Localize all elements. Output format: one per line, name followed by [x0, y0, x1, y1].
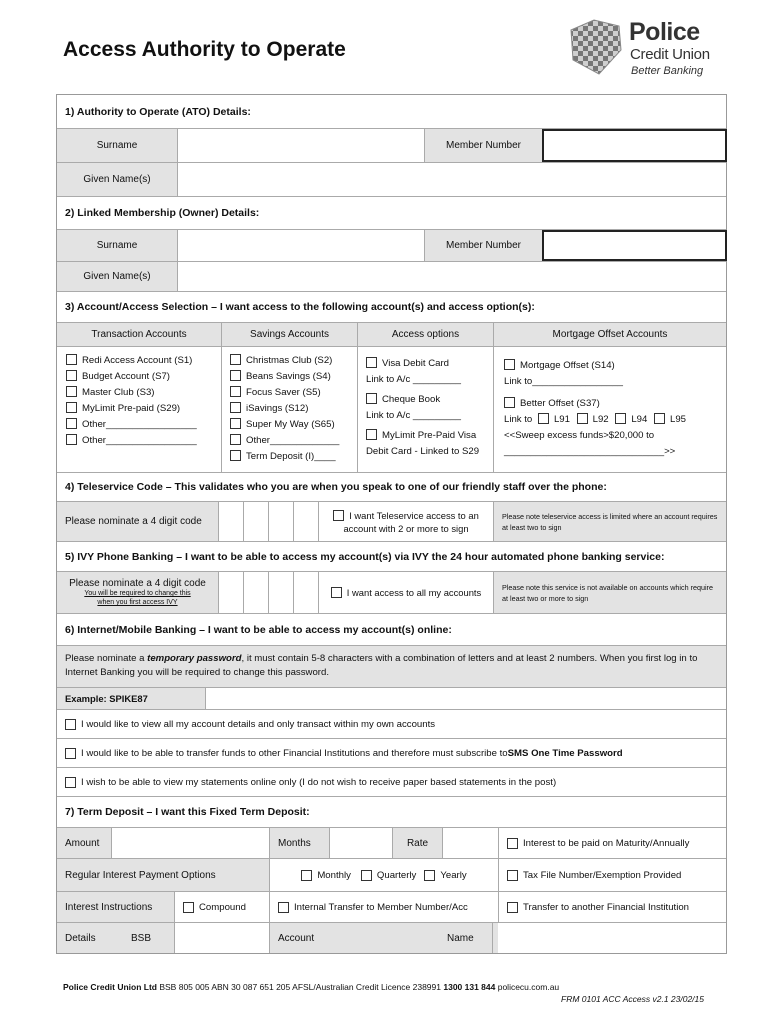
compound-option[interactable]: Compound	[174, 892, 269, 922]
checkbox[interactable]	[507, 838, 518, 849]
account-option[interactable]: Other_____________	[230, 433, 357, 449]
loan-link-options: Link to L91 L92 L94 L95	[504, 414, 687, 425]
given-names-label: Given Name(s)	[57, 262, 177, 291]
digit-box[interactable]	[268, 502, 293, 541]
mortgage-option[interactable]: Better Offset (S37)	[504, 396, 726, 412]
access-option-text: Debit Card - Linked to S29	[366, 446, 480, 457]
term-deposit-row	[57, 828, 726, 859]
amount-field[interactable]	[111, 828, 269, 858]
link-account-field[interactable]: Link to A/c _________	[366, 374, 461, 385]
section-7-heading: 7) Term Deposit – I want this Fixed Term Deposit:	[57, 797, 726, 828]
sweep-field[interactable]: ______________________________>>	[504, 446, 676, 457]
member-number-field[interactable]	[542, 129, 727, 162]
account-label: Account	[269, 923, 439, 953]
teleservice-note: Please note teleservice access is limited where an account requires at least two to sign	[493, 502, 726, 541]
checkbox[interactable]	[183, 902, 194, 913]
password-instructions: Please nominate a temporary password, it must contain 5-8 characters with a combination of letters and at least 2 numbers. When you first log in to Internet Banking you will be required to change this password.	[57, 646, 726, 688]
checkbox[interactable]	[366, 393, 377, 404]
nominate-label: Please nominate a 4 digit code You will be required to change this when you first access IVY	[57, 572, 218, 613]
checkbox[interactable]	[333, 510, 344, 521]
column-header: Mortgage Offset Accounts	[493, 323, 726, 346]
given-names-field[interactable]	[177, 163, 726, 196]
access-option[interactable]: MyLimit Pre-Paid Visa	[366, 428, 493, 444]
tfn-option[interactable]: Tax File Number/Exemption Provided	[498, 859, 726, 891]
account-option[interactable]: Term Deposit (I)____	[230, 449, 357, 465]
account-columns-header	[57, 323, 726, 347]
external-transfer-option[interactable]: Transfer to another Financial Institution	[498, 892, 726, 922]
checkbox[interactable]	[66, 354, 77, 365]
checkbox[interactable]	[66, 418, 77, 429]
online-option-row[interactable]: I wish to be able to view my statements online only (I do not wish to receive paper based statements in the post)	[57, 768, 726, 797]
teleservice-option[interactable]: I want Teleservice access to an account with 2 or more to sign	[318, 502, 493, 541]
access-form	[56, 94, 727, 954]
ivy-row	[57, 572, 726, 614]
member-number-field[interactable]	[542, 230, 727, 261]
account-option[interactable]: Beans Savings (S4)	[230, 369, 357, 385]
logo-text: Credit Union	[630, 46, 710, 63]
surname-field[interactable]	[177, 230, 424, 261]
checkbox[interactable]	[301, 870, 312, 881]
transaction-accounts-list	[66, 347, 221, 472]
surname-field[interactable]	[177, 129, 424, 162]
given-names-label: Given Name(s)	[57, 163, 177, 196]
surname-row	[57, 230, 726, 262]
bsb-field[interactable]	[174, 923, 269, 953]
account-option[interactable]: MyLimit Pre-paid (S29)	[66, 401, 221, 417]
mortgage-option[interactable]: Mortgage Offset (S14)	[504, 358, 726, 374]
logo-text: Police	[629, 18, 700, 46]
section-6-heading: 6) Internet/Mobile Banking – I want to be able to access my account(s) online:	[57, 614, 726, 646]
section-2-heading: 2) Linked Membership (Owner) Details:	[57, 197, 726, 230]
online-option-row[interactable]: I would like to view all my account details and only transact within my own accounts	[57, 710, 726, 739]
checkbox[interactable]	[366, 357, 377, 368]
section-3-heading: 3) Account/Access Selection – I want access to the following account(s) and access option(s):	[57, 292, 726, 323]
digit-box[interactable]	[293, 572, 318, 613]
checkbox[interactable]	[538, 413, 549, 424]
months-label: Months	[269, 828, 329, 858]
access-option[interactable]: Visa Debit Card	[366, 356, 493, 372]
ivy-option[interactable]: I want access to all my accounts	[318, 572, 493, 613]
digit-box[interactable]	[243, 502, 268, 541]
link-account-field[interactable]: Link to_________________	[504, 376, 623, 387]
footer-info: Police Credit Union Ltd BSB 805 005 ABN 30 087 651 205 AFSL/Australian Credit Licence 238991 1300 131 844 policecu.com.au	[63, 982, 560, 992]
checkbox[interactable]	[230, 450, 241, 461]
checkbox[interactable]	[504, 397, 515, 408]
checkbox[interactable]	[230, 434, 241, 445]
account-option[interactable]: Redi Access Account (S1)	[66, 353, 221, 369]
interest-instructions-row	[57, 892, 726, 923]
logo-tagline: Better Banking	[631, 65, 704, 77]
account-options-row	[57, 347, 726, 473]
link-account-field[interactable]: Link to A/c _________	[366, 410, 461, 421]
regular-interest-row	[57, 859, 726, 892]
account-option[interactable]: Focus Saver (S5)	[230, 385, 357, 401]
given-names-row	[57, 262, 726, 292]
rate-field[interactable]	[442, 828, 498, 858]
checkbox[interactable]	[66, 386, 77, 397]
checkbox[interactable]	[66, 402, 77, 413]
digit-box[interactable]	[218, 572, 243, 613]
checkbox[interactable]	[504, 359, 515, 370]
digit-box[interactable]	[218, 502, 243, 541]
example-row	[57, 688, 726, 710]
checkbox[interactable]	[278, 902, 289, 913]
member-number-label: Member Number	[424, 129, 542, 162]
checkbox[interactable]	[507, 902, 518, 913]
amount-label: Amount	[57, 828, 111, 858]
savings-accounts-list	[221, 347, 357, 472]
section-5-heading: 5) IVY Phone Banking – I want to be able to access my account(s) via IVY the 24 hour automated phone banking service:	[57, 542, 726, 572]
checkbox[interactable]	[65, 748, 76, 759]
account-option[interactable]: Master Club (S3)	[66, 385, 221, 401]
name-field[interactable]	[492, 923, 726, 953]
ivy-note: Please note this service is not available on accounts which require at least two or more to sign	[493, 572, 726, 613]
months-field[interactable]	[329, 828, 392, 858]
payment-frequency-options: Monthly Quarterly Yearly	[269, 859, 498, 891]
digit-box[interactable]	[293, 502, 318, 541]
checkbox[interactable]	[230, 370, 241, 381]
checkbox[interactable]	[66, 434, 77, 445]
checkbox[interactable]	[331, 587, 342, 598]
digit-box[interactable]	[243, 572, 268, 613]
nominate-label: Please nominate a 4 digit code	[57, 502, 218, 541]
interest-instructions-label: Interest Instructions	[57, 892, 174, 922]
account-option[interactable]: Christmas Club (S2)	[230, 353, 357, 369]
example-label: Example: SPIKE87	[57, 688, 205, 709]
shield-logo-icon	[563, 16, 625, 78]
checkbox[interactable]	[577, 413, 588, 424]
checkbox[interactable]	[507, 870, 518, 881]
details-label: Details	[57, 923, 123, 953]
column-header: Transaction Accounts	[91, 329, 187, 340]
given-names-row	[57, 163, 726, 197]
checkbox[interactable]	[424, 870, 435, 881]
checkbox[interactable]	[230, 354, 241, 365]
surname-label: Surname	[57, 230, 177, 261]
internal-transfer-option[interactable]: Internal Transfer to Member Number/Acc	[269, 892, 498, 922]
account-option[interactable]: Budget Account (S7)	[66, 369, 221, 385]
details-row	[57, 923, 726, 953]
bsb-label: BSB	[123, 923, 174, 953]
digit-box[interactable]	[268, 572, 293, 613]
checkbox[interactable]	[230, 418, 241, 429]
account-option[interactable]: Other_________________	[66, 433, 221, 449]
account-option[interactable]: Super My Way (S65)	[230, 417, 357, 433]
rate-label: Rate	[392, 828, 442, 858]
account-option[interactable]: iSavings (S12)	[230, 401, 357, 417]
form-code: FRM 0101 ACC Access v2.1 23/02/15	[561, 994, 704, 1004]
checkbox[interactable]	[361, 870, 372, 881]
maturity-option[interactable]: Interest to be paid on Maturity/Annually	[498, 828, 726, 858]
checkbox[interactable]	[230, 386, 241, 397]
logo	[563, 16, 733, 82]
column-header: Access options	[357, 323, 493, 346]
checkbox[interactable]	[654, 413, 665, 424]
online-option-row[interactable]: I would like to be able to transfer funds to other Financial Institutions and therefore must subscribe to SMS One Time Password	[57, 739, 726, 768]
teleservice-row	[57, 502, 726, 542]
checkbox[interactable]	[65, 777, 76, 788]
checkbox[interactable]	[230, 402, 241, 413]
account-option[interactable]: Other_________________	[66, 417, 221, 433]
surname-label: Surname	[57, 129, 177, 162]
regular-interest-label: Regular Interest Payment Options	[57, 859, 269, 891]
password-field[interactable]	[205, 688, 726, 709]
section-4-heading: 4) Teleservice Code – This validates who you are when you speak to one of our friendly staff over the phone:	[57, 473, 726, 502]
checkbox[interactable]	[366, 429, 377, 440]
page-title: Access Authority to Operate	[63, 38, 346, 61]
member-number-label: Member Number	[424, 230, 542, 261]
surname-row	[57, 129, 726, 163]
sweep-text: <<Sweep excess funds>$20,000 to	[504, 430, 655, 441]
column-header: Savings Accounts	[221, 323, 357, 346]
checkbox[interactable]	[66, 370, 77, 381]
mortgage-offset-list	[493, 347, 726, 472]
access-option[interactable]: Cheque Book	[366, 392, 493, 408]
access-options-list	[357, 347, 493, 472]
checkbox[interactable]	[65, 719, 76, 730]
given-names-field[interactable]	[177, 262, 726, 291]
name-label: Name	[439, 923, 498, 953]
checkbox[interactable]	[615, 413, 626, 424]
section-1-heading: 1) Authority to Operate (ATO) Details:	[57, 95, 726, 129]
